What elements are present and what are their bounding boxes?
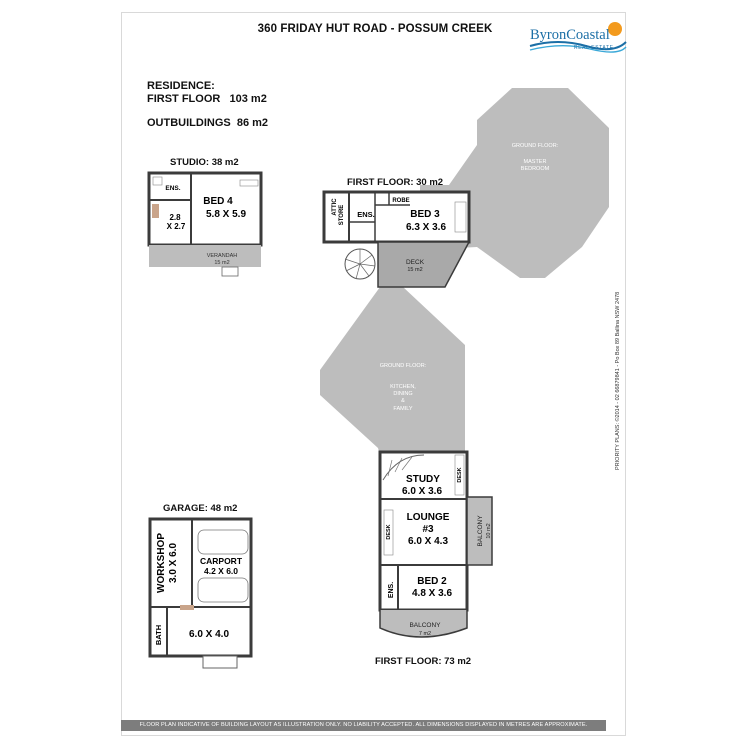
- ens-label: ENS.: [357, 210, 375, 219]
- studio-room-size: X 2.7: [166, 222, 186, 231]
- carport-size: 4.2 X 6.0: [203, 566, 239, 576]
- car-icon: [198, 578, 248, 602]
- master-label: MASTER: [523, 159, 547, 165]
- kitchen-label: &: [401, 398, 405, 404]
- bed2-size: 4.8 X 3.6: [411, 588, 453, 599]
- workshop-size: 3.0 X 6.0: [168, 542, 179, 584]
- outbuildings-summary-area: 86 m2: [236, 117, 269, 129]
- balcony-bottom-label: BALCONY: [409, 622, 441, 629]
- first-floor-summary-label: FIRST FLOOR: [147, 93, 221, 105]
- first-floor-summary-area: 103 m2: [229, 93, 267, 105]
- bed3-size: 6.3 X 3.6: [405, 222, 447, 233]
- lounge-desk-label: DESK: [386, 524, 392, 540]
- verandah-label: VERANDAH: [206, 253, 238, 259]
- study-label: STUDY: [406, 474, 440, 485]
- carport-label: CARPORT: [199, 556, 243, 566]
- lounge-number: #3: [422, 524, 434, 535]
- studio-plan: [149, 173, 261, 276]
- first-floor-lower-plan: [380, 452, 492, 637]
- study-size: 6.0 X 3.6: [401, 486, 443, 497]
- attic-label: ATTIC: [332, 198, 338, 216]
- deck-label: DECK: [405, 259, 425, 266]
- kitchen-label: GROUND FLOOR:: [379, 363, 427, 369]
- ground-kitchen-area: [320, 287, 465, 460]
- lounge-size: 6.0 X 4.3: [407, 536, 449, 547]
- kitchen-label: DINING: [393, 391, 413, 397]
- attic-label: STORE: [339, 204, 345, 226]
- garage-plan: [150, 519, 251, 668]
- residence-label: RESIDENCE:: [147, 80, 215, 92]
- bath-label: BATH: [154, 624, 163, 646]
- workshop-label: WORKSHOP: [156, 533, 167, 593]
- master-label: BEDROOM: [520, 166, 550, 172]
- logo-name: ByronCoastal: [530, 27, 610, 43]
- verandah-area: 15 m2: [214, 260, 230, 266]
- deck-area-label: 15 m2: [407, 267, 423, 273]
- lounge-label: LOUNGE: [406, 512, 450, 523]
- outbuildings-summary-label: OUTBUILDINGS: [147, 117, 231, 129]
- bed2-label: BED 2: [417, 576, 447, 587]
- ens-lower-label: ENS.: [388, 581, 395, 599]
- studio-bed4-size: 5.8 X 5.9: [205, 209, 247, 220]
- footer-disclaimer: FLOOR PLAN INDICATIVE OF BUILDING LAYOUT AS ILLUSTRATION ONLY. NO LIABILITY ACCEPTED. ALL DIMENSIONS DISPLAYED IN METRES ARE APPROXIMATE.: [121, 720, 606, 731]
- balcony-side-label: BALCONY: [477, 515, 484, 547]
- kitchen-label: FAMILY: [393, 406, 413, 412]
- first-floor-upper-plan: [324, 192, 469, 287]
- balcony-bottom-area: 7 m2: [418, 631, 432, 637]
- page-title: 360 FRIDAY HUT ROAD - POSSUM CREEK: [257, 23, 493, 35]
- study-desk-label: DESK: [457, 467, 463, 483]
- first-floor-upper-heading: FIRST FLOOR: 30 m2: [347, 177, 444, 188]
- kitchen-label: KITCHEN,: [390, 384, 416, 390]
- master-label: GROUND FLOOR:: [511, 143, 559, 149]
- studio-ens-label: ENS.: [165, 185, 181, 192]
- side-credit: PRIORITY PLANS: ©2014 - 02 66879841 - Po Box 89 Ballina NSW 2478: [615, 291, 621, 470]
- first-floor-lower-heading: FIRST FLOOR: 73 m2: [375, 656, 472, 667]
- studio-room-size: 2.8: [169, 213, 181, 222]
- studio-bed4-label: BED 4: [203, 196, 233, 207]
- bed3-label: BED 3: [410, 209, 440, 220]
- garage-room-size: 6.0 X 4.0: [188, 629, 230, 640]
- balcony-side-area: 10 m2: [486, 523, 492, 539]
- logo-subtitle: REAL ESTATE: [574, 45, 614, 51]
- car-icon: [198, 530, 248, 554]
- garage-heading: GARAGE: 48 m2: [163, 503, 238, 514]
- studio-heading: STUDIO: 38 m2: [170, 157, 239, 168]
- robe-label: ROBE: [392, 198, 410, 204]
